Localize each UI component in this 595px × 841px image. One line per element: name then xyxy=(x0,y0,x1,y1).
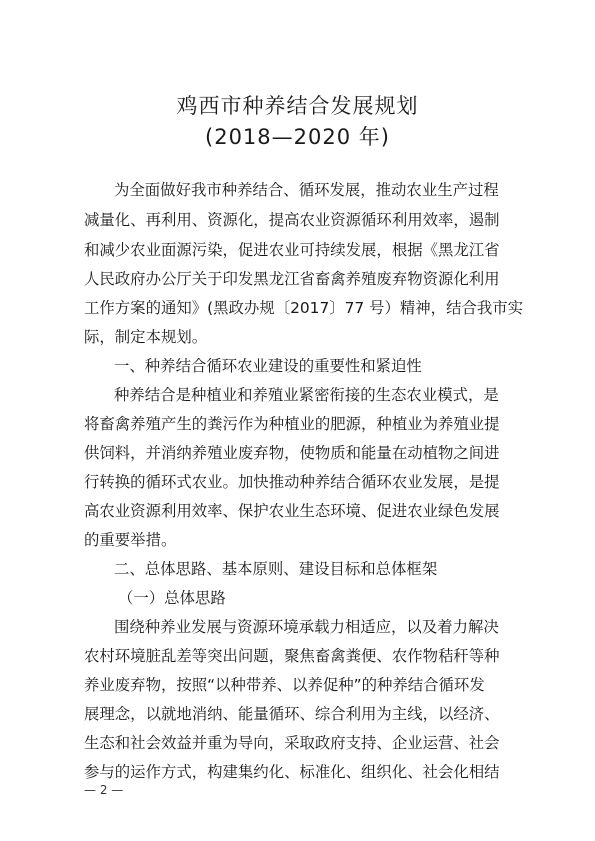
paragraph-line: 和减少农业面源污染，促进农业可持续发展，根据《黑龙江省 xyxy=(84,241,500,259)
section-heading: 二、总体思路、基本原则、建设目标和总体框架 xyxy=(114,560,438,578)
paragraph-line: 减量化、再利用、资源化，提高农业资源循环利用效率，遏制 xyxy=(84,211,500,229)
paragraph-line: 将畜禽养殖产生的粪污作为种植业的肥源，种植业为养殖业提 xyxy=(84,415,500,433)
paragraph-line: 供饲料，并消纳养殖业废弃物，使物质和能量在动植物之间进 xyxy=(84,444,500,462)
paragraph-line: 展理念，以就地消纳、能量循环、综合利用为主线，以经济、 xyxy=(84,705,500,723)
paragraph-line: 种养结合是种植业和养殖业紧密衔接的生态农业模式，是 xyxy=(114,386,499,404)
paragraph-line: 养业废弃物，按照“以种带养、以养促种”的种养结合循环发 xyxy=(84,676,485,694)
document-title: 鸡西市种养结合发展规划 xyxy=(176,94,419,118)
paragraph-line: 际，制定本规划。 xyxy=(84,328,208,346)
paragraph-line: 的重要举措。 xyxy=(84,531,177,549)
paragraph-line: 行转换的循环式农业。加快推动种养结合循环农业发展，是提 xyxy=(84,473,500,491)
document-title-years: (2018—2020 年) xyxy=(205,125,390,149)
paragraph-line: 农村环境脏乱差等突出问题，聚焦畜禽粪便、农作物秸秆等种 xyxy=(84,647,500,665)
paragraph-line: 生态和社会效益并重为导向，采取政府支持、企业运营、社会 xyxy=(84,734,500,752)
section-heading: 一、种养结合循环农业建设的重要性和紧迫性 xyxy=(114,357,422,375)
paragraph-line: 为全面做好我市种养结合、循环发展，推动农业生产过程 xyxy=(114,181,499,199)
paragraph-line: 参与的运作方式，构建集约化、标准化、组织化、社会化相结 xyxy=(84,763,500,781)
paragraph-line: 工作方案的通知》(黑政办规〔2017〕77 号）精神，结合我市实 xyxy=(84,299,524,317)
paragraph-line: 高农业资源利用效率、保护农业生态环境、促进农业绿色发展 xyxy=(84,502,500,520)
paragraph-line: 围绕种养业发展与资源环境承载力相适应，以及着力解决 xyxy=(114,618,499,636)
page-number: — 2 — xyxy=(84,783,124,797)
paragraph-line: 人民政府办公厅关于印发黑龙江省畜禽养殖废弃物资源化利用 xyxy=(84,270,500,288)
subsection-heading: （一）总体思路 xyxy=(118,589,226,607)
